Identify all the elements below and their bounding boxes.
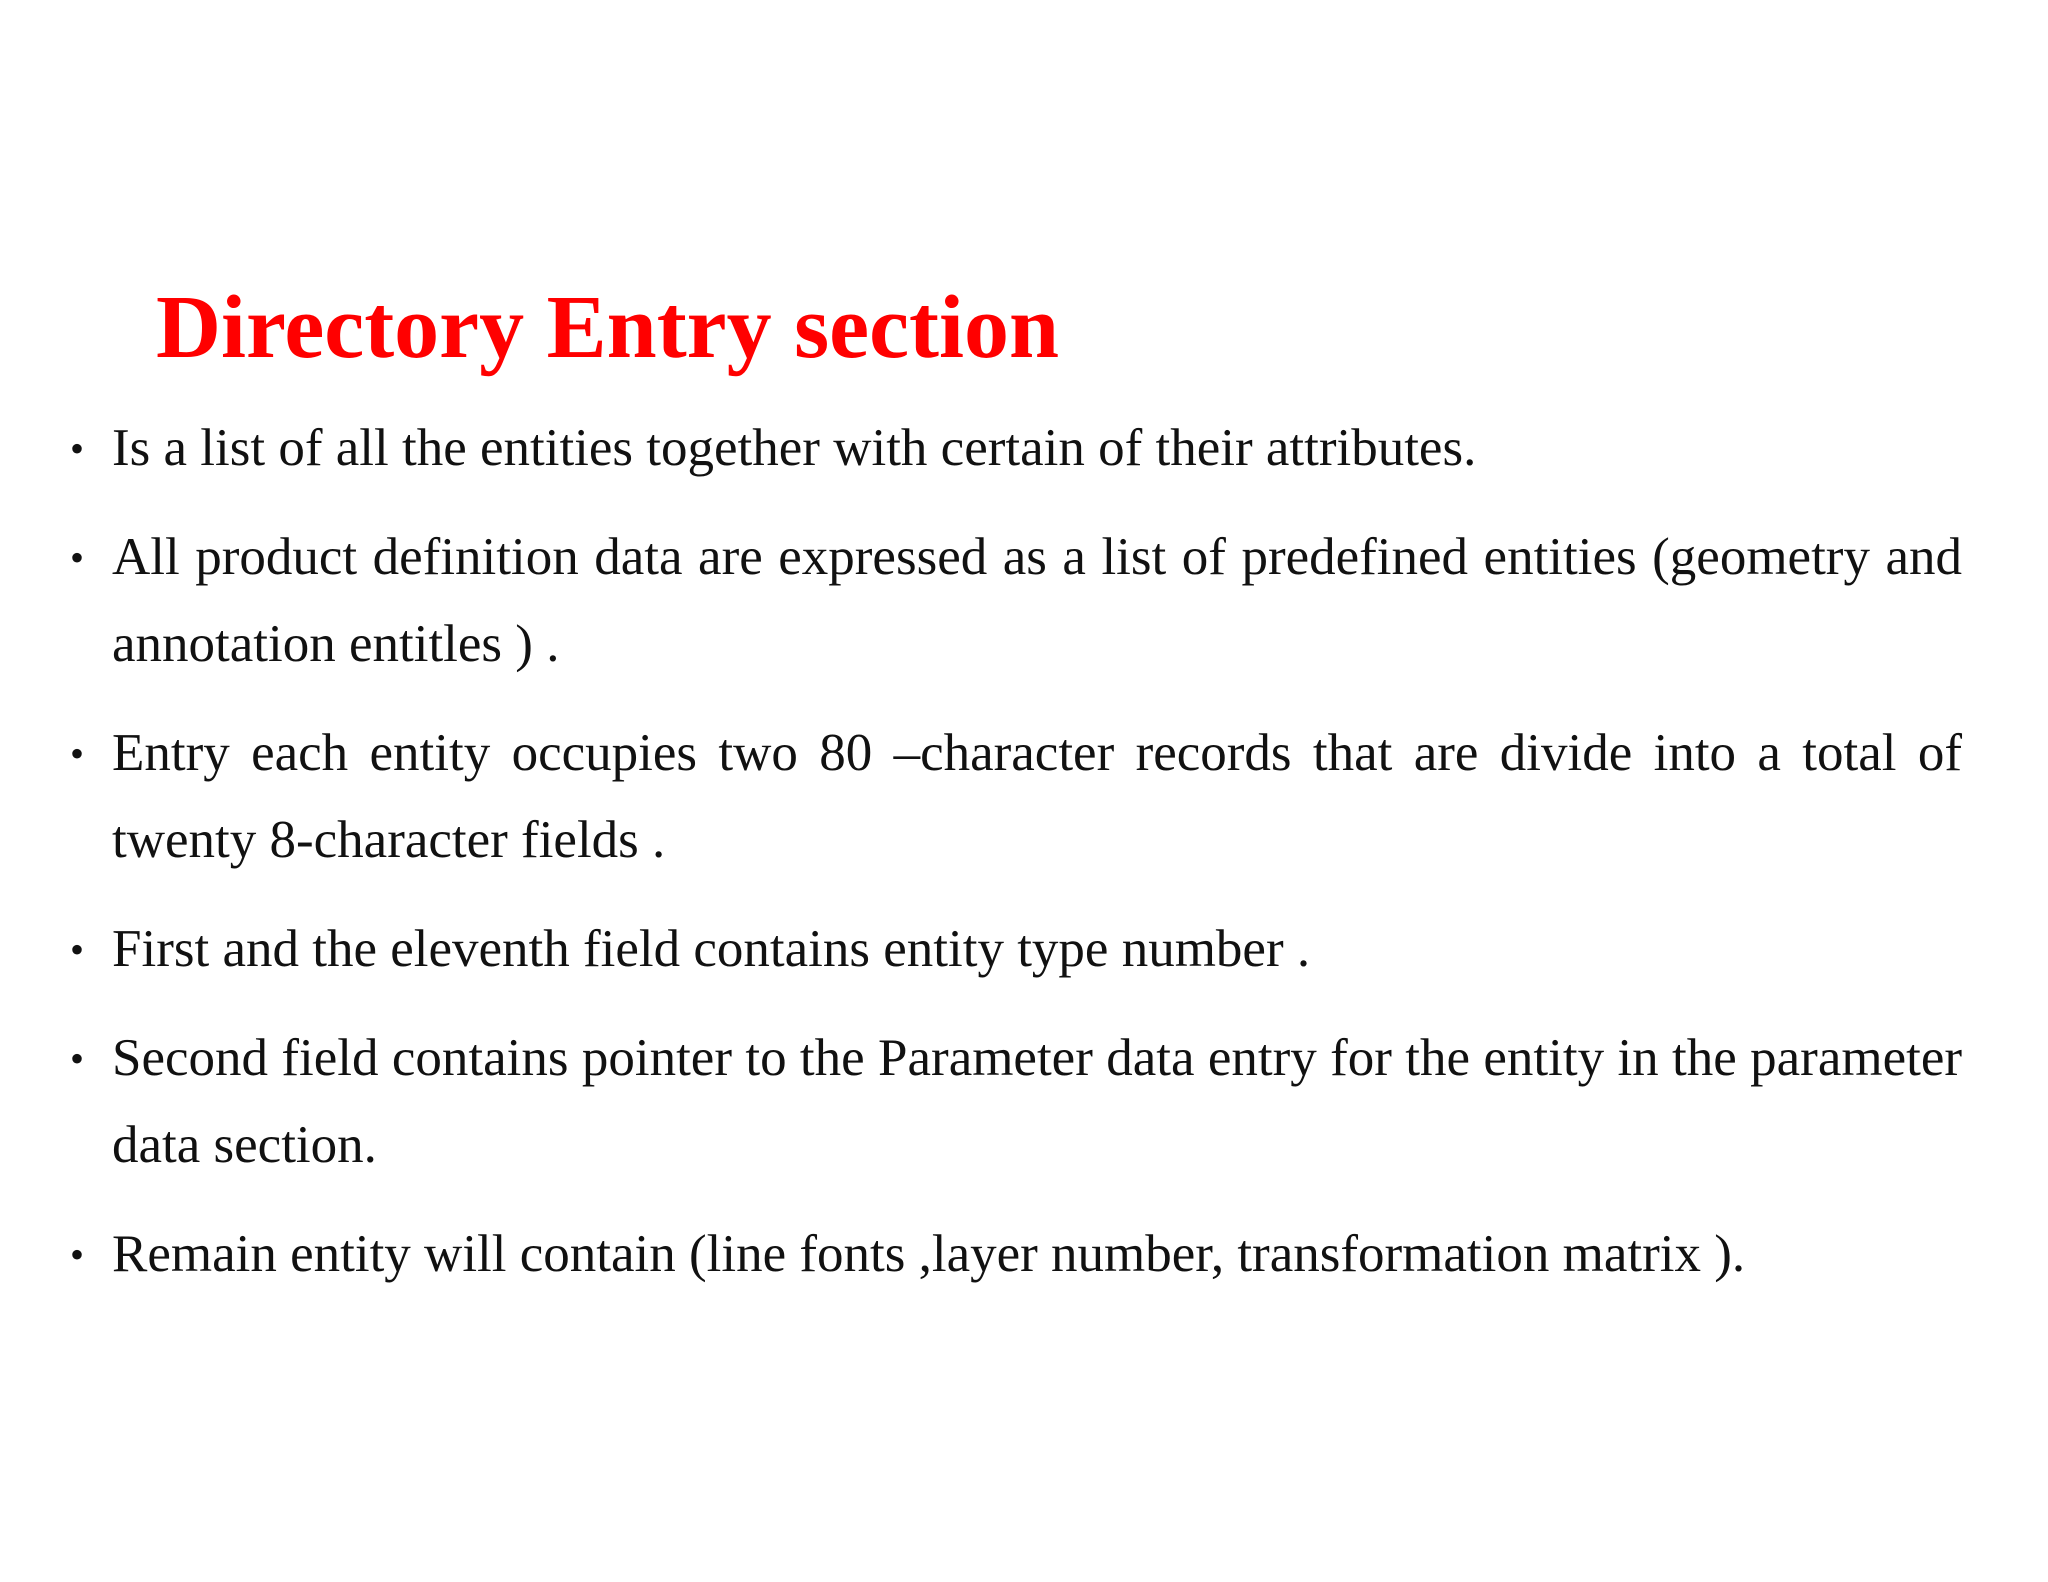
list-item xyxy=(70,514,1962,688)
bullet-icon: • xyxy=(70,927,85,972)
list-item-text: Is a list of all the entities together with certain of their attributes. xyxy=(112,419,1477,477)
list-item-text: Entry each entity occupies two 80 –character records that are divide into a total of twenty 8-character fields . xyxy=(112,724,1962,869)
list-item xyxy=(70,906,1962,993)
list-item xyxy=(70,710,1962,884)
list-item-text: Second field contains pointer to the Parameter data entry for the entity in the parameter data section. xyxy=(112,1029,1962,1174)
list-item xyxy=(70,1015,1962,1189)
bullet-icon: • xyxy=(70,535,85,580)
bullet-icon: • xyxy=(70,1232,85,1277)
bullet-icon: • xyxy=(70,1036,85,1081)
list-item-text: First and the eleventh field contains entity type number . xyxy=(112,920,1311,978)
bullet-icon: • xyxy=(70,426,85,471)
bullet-list xyxy=(70,405,1962,1320)
page-title: Directory Entry section xyxy=(156,278,1060,377)
bullet-icon: • xyxy=(70,731,85,776)
list-item xyxy=(70,405,1962,492)
list-item-text: All product definition data are expressed as a list of predefined entities (geometry and annotation entitles ) . xyxy=(112,528,1962,673)
list-item xyxy=(70,1211,1962,1298)
list-item-text: Remain entity will contain (line fonts ,layer number, transformation matrix ). xyxy=(112,1225,1746,1283)
